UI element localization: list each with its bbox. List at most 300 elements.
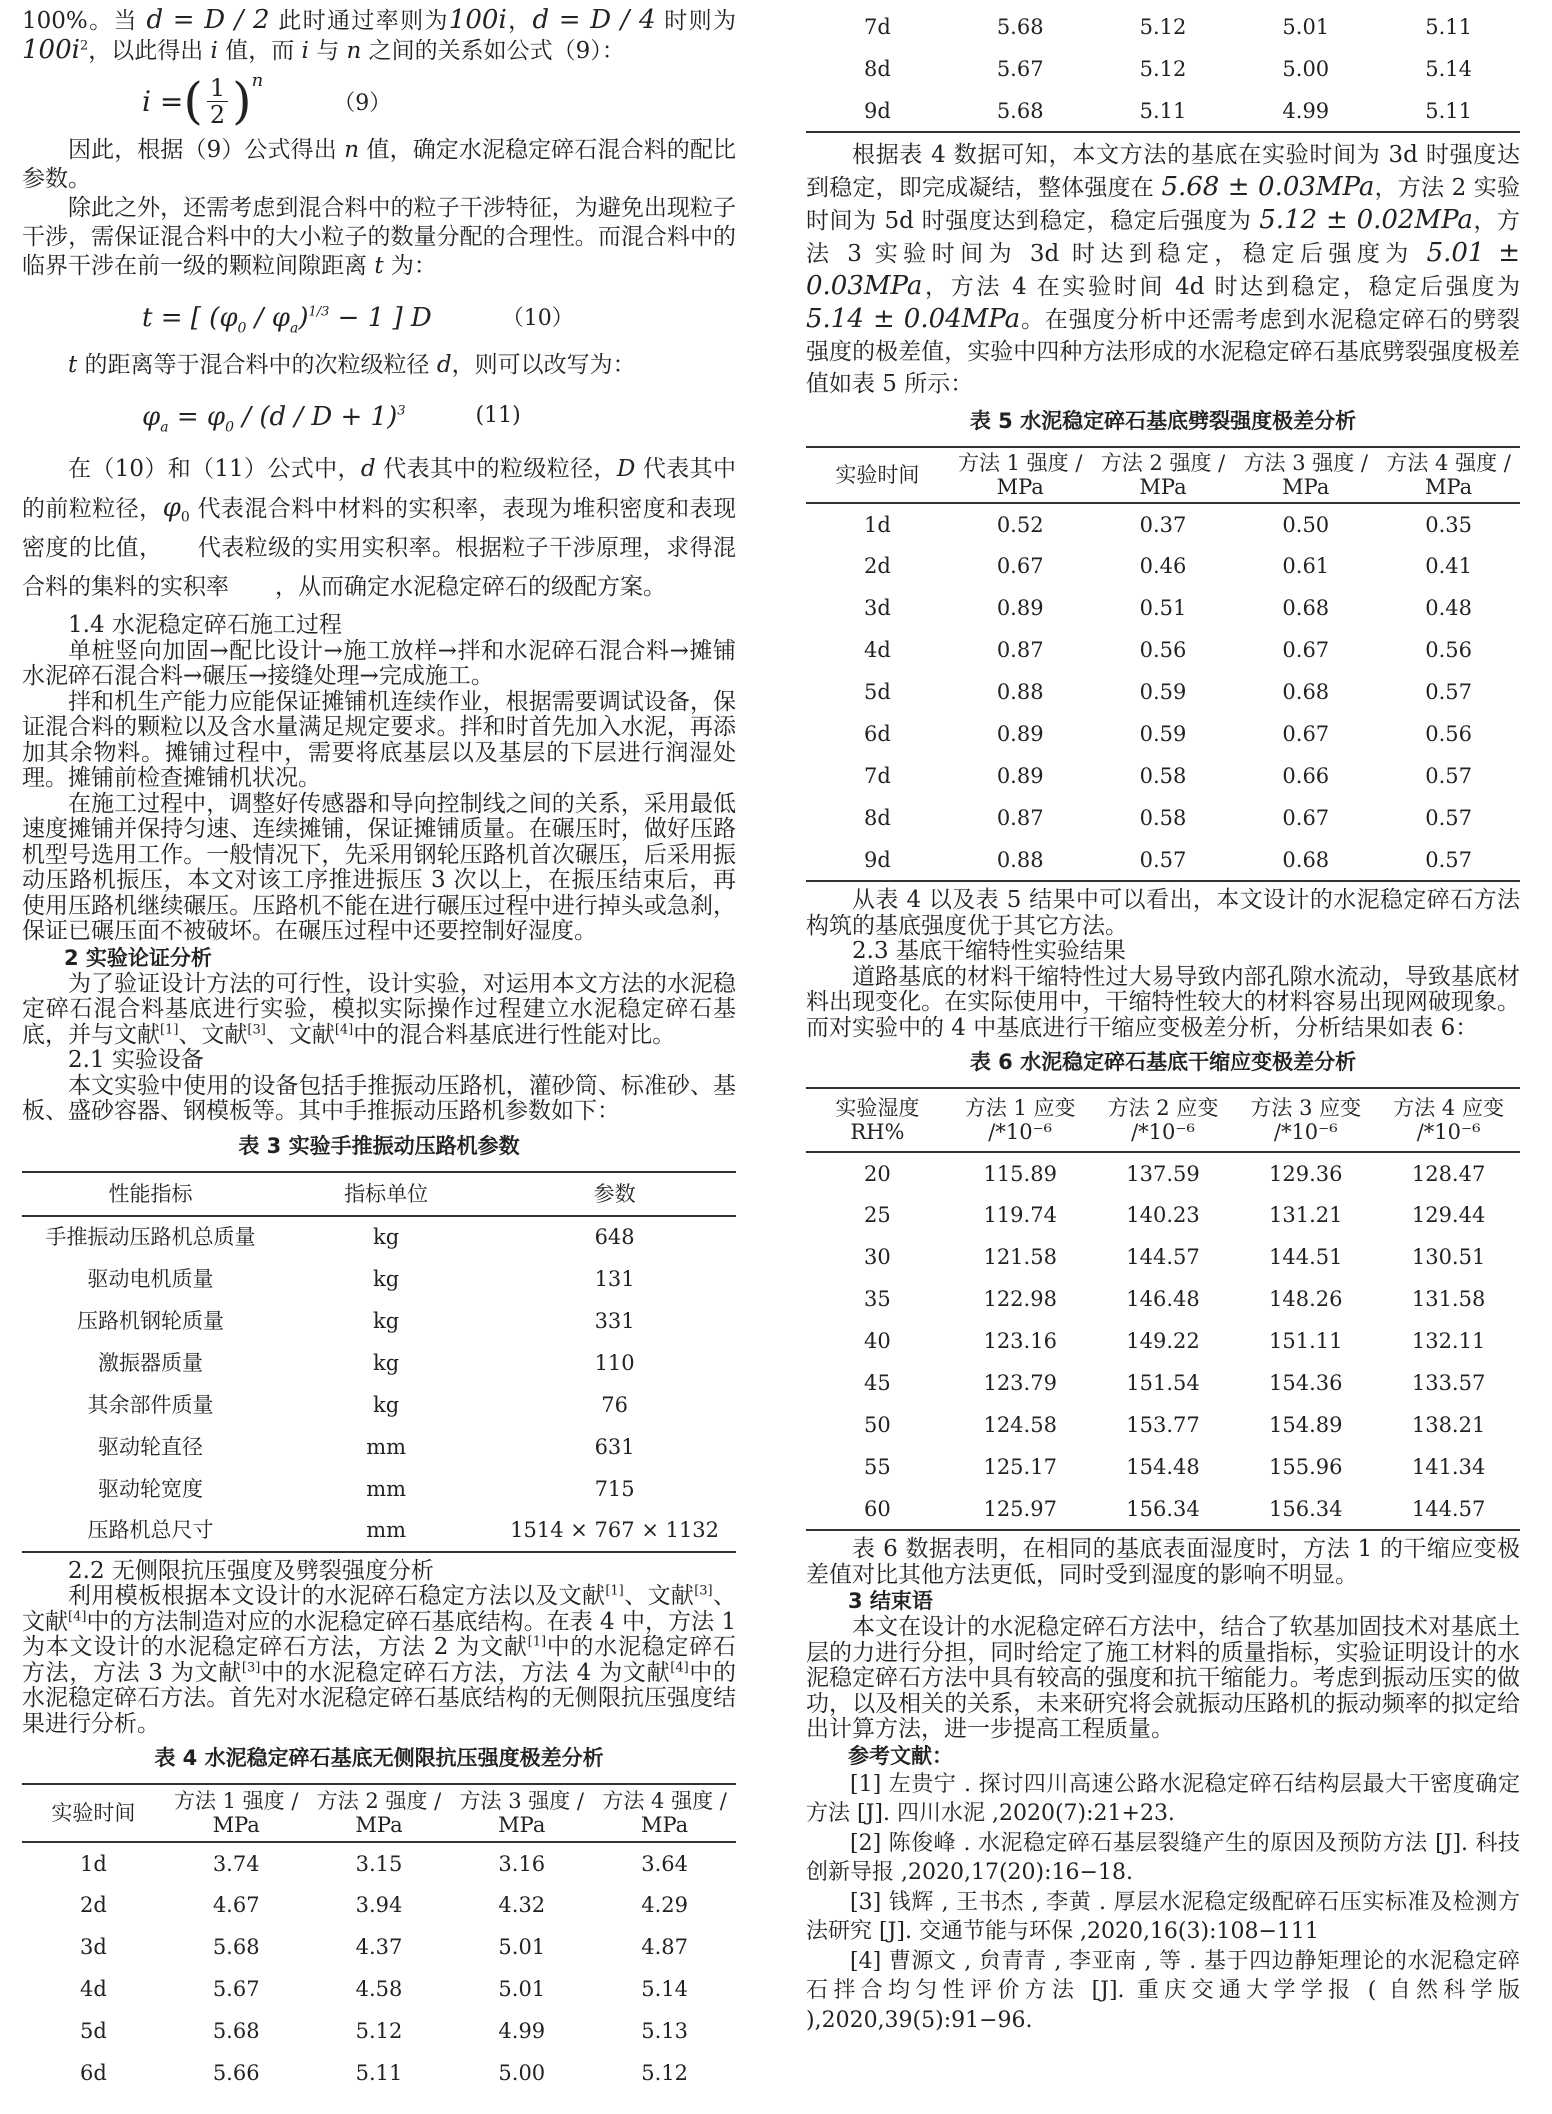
table-cell: 5.68	[212, 2019, 260, 2043]
paragraph-text	[22, 450, 736, 607]
table-cell: 5.00	[498, 2061, 546, 2085]
table-cell: 5.67	[212, 1977, 260, 2001]
table-cell: 124.58	[983, 1413, 1057, 1437]
row-label-cell: 2d	[79, 1893, 107, 1917]
text-run: 本文在设计的水泥稳定碎石方法中，结合了软基加固技术对基底土层的力进行分担，同时给定了施工材料的质量指标，实验证明设计的水泥稳定碎石方法中具有较高的强度和抗干缩能力。考虑到振动压实的做功，以及相关的关系，未来研究将会就振动压路机的振动频率的拟定给出计算方法，进一步提高工程质量。	[806, 1614, 1520, 1742]
table-cell: 0.66	[1282, 764, 1330, 788]
text-run: 、文献	[22, 1583, 737, 1635]
table-row	[22, 1300, 736, 1342]
row-label-cell: 7d	[863, 15, 891, 39]
text-run: 之间的关系如公式（9）：	[361, 38, 625, 64]
table-row	[22, 2010, 736, 2052]
column-header	[279, 1172, 493, 1216]
heading-2-1: 2.1 实验设备	[68, 1047, 204, 1073]
reference-item: [4] 曹源文 , 贠青青 , 李亚南 , 等 . 基于四边静矩理论的水泥稳定碎石拌合均匀性评价方法 [J]. 重庆交通大学学报 ( 自然科学版 ),2020,39(5):91−96.	[806, 1948, 1520, 2033]
row-label-cell: 40	[864, 1329, 891, 1353]
paragraph-text	[22, 351, 736, 380]
table-cell: 5.11	[355, 2061, 403, 2085]
row-label-cell: 3d	[79, 1935, 107, 1959]
row-label-cell: 45	[864, 1371, 891, 1395]
paragraph-text	[22, 972, 736, 1049]
subscript: a	[160, 419, 169, 436]
text-run: 代表其中的粒级粒径，	[375, 456, 617, 482]
table-cell: kg	[373, 1266, 400, 1291]
text-run: 在施工过程中，调整好传感器和导向控制线之间的关系，采用最低速度摊铺并保持匀速、连续摊铺，保证摊铺质量。在碾压时，做好压路机型号选用工作。一般情况下，先采用钢轮压路机首次碾压，后采用振动压路机振压，本文对该工序推进振压 3 次以上，在振压结束后，再使用压路机继续碾压。压路机不能在进行碾压过程中进行掉头或急刹，保证已碾压面不被破坏。在碾压过程中还要控制好湿度。	[22, 790, 736, 944]
math-expression: = φ	[168, 401, 226, 432]
table5	[806, 446, 1520, 882]
right-column	[806, 6, 1520, 2035]
italic-variable: i	[301, 38, 309, 64]
table-cell: 4.37	[355, 1935, 403, 1959]
row-label-cell: 激振器质量	[98, 1350, 204, 1375]
table-cell: 156.34	[1126, 1496, 1200, 1521]
table-cell: 131.21	[1269, 1203, 1343, 1227]
text-run: 代表其中的前粒粒径，	[22, 456, 737, 522]
column-header-line: 方法 4 应变	[1393, 1096, 1504, 1120]
text-run: ，方法 2 实验时间为 5d 时强度达到稳定，稳定后强度为	[806, 175, 1520, 234]
row-label-cell: 其余部件质量	[87, 1392, 214, 1417]
math-expression: )	[298, 302, 309, 333]
table-row	[22, 1926, 736, 1968]
table-cell: 0.67	[1282, 722, 1330, 746]
formula-label: (11)	[475, 402, 521, 428]
table-cell: 132.11	[1411, 1329, 1486, 1353]
table-cell: 1514 × 767 × 1132	[510, 1518, 720, 1542]
table-cell: 5.12	[641, 2061, 688, 2085]
column-header-line: 实验湿度	[835, 1096, 920, 1120]
table-cell: 4.58	[355, 1977, 403, 2001]
table-row	[806, 90, 1520, 132]
table-row	[22, 1342, 736, 1384]
table-cell: 0.48	[1425, 596, 1472, 620]
paragraph-text	[22, 792, 736, 945]
row-label-cell: 50	[864, 1413, 891, 1437]
text-run: 值，确定水泥稳定碎石混合料的配比参数。	[22, 137, 736, 192]
table-cell: 125.17	[983, 1455, 1057, 1479]
column-header-line: 性能指标	[108, 1181, 193, 1206]
table-cell: 0.50	[1282, 512, 1330, 537]
table-cell: 125.97	[983, 1496, 1057, 1521]
row-label-cell: 9d	[863, 98, 891, 123]
table-cell: 76	[601, 1392, 628, 1417]
table-cell: 5.11	[1425, 98, 1472, 123]
column-header-line: RH%	[850, 1120, 905, 1144]
table-cell: 0.56	[1425, 638, 1472, 662]
column-header	[1092, 1088, 1235, 1152]
table-cell: 4.99	[498, 2019, 546, 2043]
italic-variable: D	[616, 456, 636, 482]
table-cell: 5.66	[212, 2061, 260, 2085]
column-header	[806, 1088, 949, 1152]
table-cell: 129.44	[1411, 1203, 1486, 1227]
table-cell: 0.67	[1282, 638, 1330, 662]
table-row	[806, 1320, 1520, 1362]
superscript: [4]	[670, 1659, 689, 1675]
table-cell: 715	[594, 1476, 635, 1501]
table-cell: 156.34	[1269, 1496, 1343, 1521]
text-run: 中的水泥稳定碎石方法，方法 3 为文献	[22, 1634, 736, 1686]
table-cell: 0.46	[1139, 554, 1187, 578]
paren-open: (	[183, 72, 203, 130]
reference-item: [3] 钱辉 , 王书杰 , 李黄 . 厚层水泥稳定级配碎石压实标准及检测方法研究 [J]. 交通节能与环保 ,2020,16(3):108−111	[806, 1889, 1520, 1944]
text-run: 利用模板根据本文设计的水泥碎石稳定方法以及文献	[68, 1583, 606, 1609]
text-run: ，方法 3 实验时间为 3d 时达到稳定，稳定后强度为	[806, 208, 1521, 267]
math-expression: φ	[162, 493, 181, 523]
row-label-cell: 4d	[863, 638, 891, 662]
table-cell: 130.51	[1411, 1245, 1486, 1269]
row-label-cell: 2d	[863, 554, 891, 578]
heading-3: 3 结束语	[848, 1589, 933, 1613]
table-cell: 0.52	[996, 512, 1044, 537]
column-header-line: 方法 4 强度 /	[1386, 451, 1511, 475]
table-cell: 5.11	[1425, 15, 1472, 39]
column-header	[308, 1784, 451, 1842]
table-cell: 0.56	[1425, 722, 1472, 746]
table-row	[22, 1968, 736, 2010]
text-run: 为：	[383, 253, 437, 279]
column-header-line: 方法 4 强度 /	[602, 1789, 727, 1813]
column-header-line: 参数	[593, 1181, 636, 1206]
text-run: 本文实验中使用的设备包括手推振动压路机，灌砂筒、标准砂、基板、盛砂容器、钢模板等。其中手推振动压路机参数如下：	[22, 1072, 736, 1124]
math-expression: − 1 ] D	[329, 302, 432, 333]
column-header-line: MPa	[212, 1813, 260, 1837]
column-header	[1377, 447, 1520, 503]
table-cell: 0.68	[1282, 847, 1330, 872]
text-run: 为了验证设计方法的可行性，设计实验，对运用本文方法的水泥稳定碎石混合料基底进行实验，模拟实际操作过程建立水泥稳定碎石基底，并与文献	[22, 970, 736, 1048]
column-header-line: /*10⁻⁶	[1273, 1120, 1338, 1144]
left-column	[22, 6, 736, 2094]
table-cell: 648	[594, 1225, 635, 1249]
table-cell: 0.59	[1139, 722, 1187, 746]
table-cell: 0.57	[1425, 764, 1472, 788]
superscript: 1/3	[308, 304, 330, 320]
table-row	[806, 629, 1520, 671]
table-cell: 0.56	[1139, 638, 1187, 662]
table-cell: mm	[366, 1434, 407, 1459]
paragraph-text	[806, 888, 1520, 939]
table-cell: mm	[366, 1518, 407, 1542]
column-header-line: 方法 3 应变	[1250, 1096, 1362, 1120]
superscript: [3]	[247, 1021, 266, 1037]
column-header	[493, 1172, 736, 1216]
formula-label: （9）	[333, 90, 392, 116]
table-cell: 4.32	[498, 1893, 546, 1917]
column-header	[806, 447, 949, 503]
table-row	[806, 839, 1520, 881]
text-run: ，	[506, 8, 533, 34]
math-expression: t = [ (φ	[142, 302, 238, 333]
column-header	[949, 447, 1092, 503]
table-row	[22, 1842, 736, 1884]
heading-2: 2 实验论证分析	[64, 945, 212, 970]
table-cell: 0.87	[996, 638, 1044, 662]
table-cell: 151.54	[1126, 1371, 1200, 1395]
section-2-3	[806, 888, 1520, 1041]
table-cell: 144.57	[1411, 1496, 1486, 1521]
table-cell: 144.57	[1126, 1245, 1200, 1269]
row-label-cell: 压路机总尺寸	[87, 1518, 214, 1542]
table4-caption: 表 4 水泥稳定碎石基底无侧限抗压强度极差分析	[154, 1746, 604, 1770]
math-expression: 5.12 ± 0.02MPa	[1259, 205, 1473, 235]
fraction-denominator: 2	[209, 100, 226, 129]
math-expression: 5.68 ± 0.03MPa	[1161, 172, 1375, 202]
table-cell: 5.14	[641, 1977, 688, 2001]
table-cell: 123.16	[983, 1329, 1057, 1353]
references-title: 参考文献：	[848, 1743, 953, 1768]
italic-variable: i	[210, 38, 218, 64]
table6	[806, 1087, 1520, 1531]
table-cell: 154.36	[1269, 1371, 1343, 1395]
text-run: 100%。当	[22, 8, 147, 34]
table-cell: 0.57	[1425, 806, 1472, 830]
column-header-line: 方法 2 强度 /	[316, 1789, 442, 1813]
table-row	[806, 1488, 1520, 1530]
table5-caption: 表 5 水泥稳定碎石基底劈裂强度极差分析	[969, 409, 1357, 433]
column-header-line: MPa	[640, 1813, 689, 1837]
table-cell: 0.87	[996, 806, 1044, 830]
row-label-cell: 9d	[863, 847, 891, 872]
table-row	[806, 713, 1520, 755]
text-run: 道路基底的材料干缩特性过大易导致内部孔隙水流动，导致基底材料出现变化。在实际使用中，干缩特性较大的材料容易出现网破现象。而对实验中的 4 中基底进行干缩应变极差分析，分析结果如表 6：	[806, 963, 1520, 1041]
table-cell: 141.34	[1411, 1455, 1486, 1479]
text-run: 。在强度分析中还需考虑到水泥稳定碎石的劈裂强度的极差值，实验中四种方法形成的水泥稳定碎石基底劈裂强度极差值如表 5 所示：	[806, 307, 1521, 397]
column-header-line: MPa	[996, 475, 1044, 499]
text-run: 时则为	[655, 8, 737, 34]
text-run: 根据表 4 数据可知，本文方法的基底在实验时间为 3d 时强度达到稳定，即完成凝结，整体强度在	[806, 142, 1520, 201]
text-run: 与	[308, 38, 347, 64]
row-label-cell: 35	[864, 1287, 891, 1311]
row-label-cell: 6d	[79, 2061, 107, 2085]
italic-variable: t	[68, 352, 78, 378]
column-header-line: MPa	[1424, 475, 1473, 499]
column-header-line: MPa	[498, 1813, 546, 1837]
column-header	[1092, 447, 1235, 503]
table-row	[22, 1510, 736, 1552]
row-label-cell: 3d	[863, 596, 891, 620]
table-row	[806, 671, 1520, 713]
table-cell: 5.13	[641, 2019, 688, 2043]
table-cell: 3.16	[498, 1851, 546, 1876]
table-cell: 3.94	[355, 1893, 403, 1917]
math-expression: φ	[142, 401, 161, 432]
subscript: 0	[180, 509, 190, 526]
table-row	[22, 1384, 736, 1426]
table-cell: 146.48	[1126, 1287, 1200, 1311]
subscript: a	[289, 320, 299, 337]
table-cell: 131	[594, 1266, 635, 1291]
table-cell: 140.23	[1126, 1203, 1200, 1227]
table-cell: 115.89	[983, 1161, 1057, 1186]
table-cell: 3.74	[212, 1851, 260, 1876]
table-cell: 5.68	[996, 15, 1044, 39]
paragraph-text	[22, 690, 736, 792]
row-label-cell: 6d	[863, 722, 891, 746]
table-row	[806, 1278, 1520, 1320]
row-label-cell: 驱动电机质量	[87, 1266, 214, 1291]
heading-2-3: 2.3 基底干缩特性实验结果	[852, 938, 1126, 964]
column-header-line: /*10⁻⁶	[988, 1120, 1053, 1144]
table-cell: 0.67	[1282, 806, 1330, 830]
text-run: 、文献	[265, 1021, 335, 1048]
table-cell: kg	[373, 1392, 400, 1417]
superscript: [1]	[527, 1634, 547, 1650]
paragraph-text	[806, 965, 1520, 1042]
table-cell: 3.64	[641, 1851, 688, 1876]
column-header	[165, 1784, 308, 1842]
reference-list	[806, 1770, 1520, 2036]
table-row	[22, 1468, 736, 1510]
column-header-line: 方法 1 强度 /	[173, 1789, 299, 1813]
text-run: 中的水泥稳定碎石方法，方法 4 为文献	[260, 1659, 671, 1686]
table-cell: 119.74	[983, 1203, 1057, 1227]
column-header-line: 方法 2 应变	[1107, 1096, 1219, 1120]
table-cell: 5.11	[1139, 98, 1187, 123]
text-run: 代表混合料中材料的实积率，表现为堆积密度和表现密度的比值， 代表粒级的实用实积率。根据粒子干涉原理，求得混合料的集料的实积率 ，从而确定水泥稳定碎石的级配方案。	[22, 496, 737, 600]
table-cell: 5.68	[996, 98, 1044, 123]
table-cell: 148.26	[1269, 1287, 1343, 1311]
math-expression: 100i	[22, 35, 80, 65]
table-cell: 137.59	[1126, 1161, 1200, 1186]
text-run: 此时通过率则为	[269, 8, 449, 34]
reference-item: [2] 陈俊峰 . 水泥稳定碎石基层裂缝产生的原因及预防方法 [J]. 科技创新导报 ,2020,17(20):16−18.	[806, 1830, 1520, 1885]
math-expression: d = D / 2	[146, 5, 270, 35]
column-header-line: 方法 2 强度 /	[1100, 451, 1226, 475]
text-run: 中的方法制造对应的水泥稳定碎石基底结构。在表 4 中，方法 1 为本文设计的水泥稳定碎石方法，方法 2 为文献	[22, 1608, 737, 1660]
column-header-line: 指标单位	[344, 1181, 429, 1206]
table-cell: 121.58	[983, 1245, 1057, 1269]
row-label-cell: 30	[864, 1245, 891, 1269]
table-cell: 0.35	[1425, 512, 1472, 537]
table-cell: 0.68	[1282, 596, 1330, 620]
text-run: 的距离等于混合料中的次粒级粒径	[77, 352, 437, 378]
row-label-cell: 1d	[79, 1851, 107, 1876]
table-cell: 0.68	[1282, 680, 1330, 704]
column-header	[593, 1784, 736, 1842]
table-row	[806, 797, 1520, 839]
table3-caption: 表 3 实验手推振动压路机参数	[238, 1133, 520, 1158]
table-cell: 5.12	[1139, 15, 1187, 39]
superscript: 2	[79, 38, 89, 54]
table-cell: 5.01	[1282, 15, 1330, 39]
paragraph-text	[22, 1584, 736, 1737]
italic-variable: d	[436, 352, 452, 378]
italic-variable: d	[360, 456, 376, 482]
table-row	[22, 1216, 736, 1258]
table-row	[22, 2052, 736, 2094]
table-cell: 151.11	[1269, 1329, 1343, 1353]
table-row	[806, 1446, 1520, 1488]
table-cell: 0.37	[1139, 512, 1187, 537]
formula-11	[22, 384, 856, 446]
table-cell: 133.57	[1411, 1371, 1486, 1395]
row-label-cell: 驱动轮直径	[98, 1434, 204, 1459]
heading-1-4: 1.4 水泥稳定碎石施工过程	[68, 612, 342, 638]
row-label-cell: 8d	[863, 57, 891, 81]
formula-10	[22, 285, 856, 347]
section-2-2	[22, 1559, 736, 1738]
column-header	[1234, 447, 1377, 503]
section-conclusion	[806, 1537, 1520, 2035]
paragraph-text	[142, 399, 406, 436]
column-header	[22, 1784, 165, 1842]
column-header-line: MPa	[355, 1813, 403, 1837]
text-run: 在（10）和（11）公式中，	[68, 456, 361, 482]
paragraph-text	[22, 639, 736, 690]
table-cell: 0.61	[1282, 554, 1330, 578]
superscript: [1]	[605, 1583, 624, 1599]
text-run: 从表 4 以及表 5 结果中可以看出，本文设计的水泥稳定碎石方法构筑的基底强度优于其它方法。	[806, 887, 1520, 939]
table-cell: 149.22	[1126, 1329, 1200, 1353]
column-header-line: 实验时间	[835, 463, 920, 487]
row-label-cell: 5d	[79, 2019, 107, 2043]
text-run: 中的混合料基底进行性能对比。	[353, 1021, 676, 1048]
table-cell: 0.41	[1425, 554, 1472, 578]
table-cell: 4.29	[641, 1893, 688, 1917]
paragraph-text	[22, 6, 736, 66]
table-cell: 0.58	[1139, 764, 1187, 788]
table-header-row	[806, 1088, 1520, 1152]
row-label-cell: 手推振动压路机总质量	[45, 1225, 256, 1249]
fraction	[207, 75, 228, 128]
table-cell: 0.58	[1139, 806, 1187, 830]
row-label-cell: 55	[864, 1455, 891, 1479]
row-label-cell: 压路机钢轮质量	[77, 1308, 225, 1333]
table-cell: 129.36	[1269, 1161, 1343, 1186]
table-cell: 154.48	[1126, 1455, 1200, 1479]
table-row	[806, 545, 1520, 587]
paragraph-text	[22, 194, 736, 281]
table-cell: mm	[366, 1476, 407, 1501]
table-cell: kg	[373, 1350, 400, 1375]
heading-2-2: 2.2 无侧限抗压强度及劈裂强度分析	[68, 1557, 434, 1584]
table-header-row	[806, 447, 1520, 503]
fraction-numerator: 1	[207, 75, 228, 102]
reference-item: [1] 左贵宁 . 探讨四川高速公路水泥稳定碎石结构层最大干密度确定方法 [J]. 四川水泥 ,2020(7):21+23.	[806, 1771, 1520, 1826]
table-cell: kg	[373, 1308, 400, 1333]
table-cell: 0.88	[996, 680, 1044, 704]
table-row	[806, 587, 1520, 629]
paragraph-text	[806, 1615, 1520, 1743]
superscript: 3	[397, 403, 406, 419]
row-label-cell: 4d	[79, 1977, 107, 2001]
column-header	[1377, 1088, 1520, 1152]
table-cell: 631	[594, 1434, 635, 1459]
text-run: 拌和机生产能力应能保证摊铺机连续作业，根据需要调试设备，保证混合料的颗粒以及含水量满足规定要求。拌和时首先加入水泥，再添加其余物料。摊铺过程中，需要将底基层以及基层的下层进行润湿处理。摊铺前检查摊铺机状况。	[22, 688, 736, 791]
formula-exponent: n	[251, 70, 264, 91]
table-cell: 5.00	[1282, 57, 1330, 81]
table-row	[806, 1404, 1520, 1446]
table-cell: 0.57	[1139, 847, 1187, 872]
paragraph-passing-rate	[22, 6, 736, 66]
paragraph-table4-analysis	[806, 139, 1520, 400]
superscript: [4]	[334, 1021, 354, 1037]
paragraph-formula-explain	[22, 450, 736, 607]
text-run: 、文献	[623, 1583, 695, 1609]
paragraph-text	[22, 136, 736, 194]
table-cell: 154.89	[1269, 1413, 1343, 1437]
column-header-line: /*10⁻⁶	[1131, 1120, 1195, 1144]
text-run: 中的水泥稳定碎石方法。首先对水泥稳定碎石基底结构的无侧限抗压强度结果进行分析。	[22, 1659, 737, 1737]
column-header-line: 方法 3 强度 /	[459, 1789, 585, 1813]
table-cell: 122.98	[983, 1287, 1057, 1311]
column-header	[450, 1784, 593, 1842]
paragraph-text	[142, 300, 432, 337]
table-cell: kg	[373, 1225, 400, 1249]
formula-label: （10）	[501, 305, 574, 331]
column-header-line: 方法 3 强度 /	[1243, 451, 1369, 475]
subscript: 0	[225, 419, 235, 436]
column-header	[949, 1088, 1092, 1152]
